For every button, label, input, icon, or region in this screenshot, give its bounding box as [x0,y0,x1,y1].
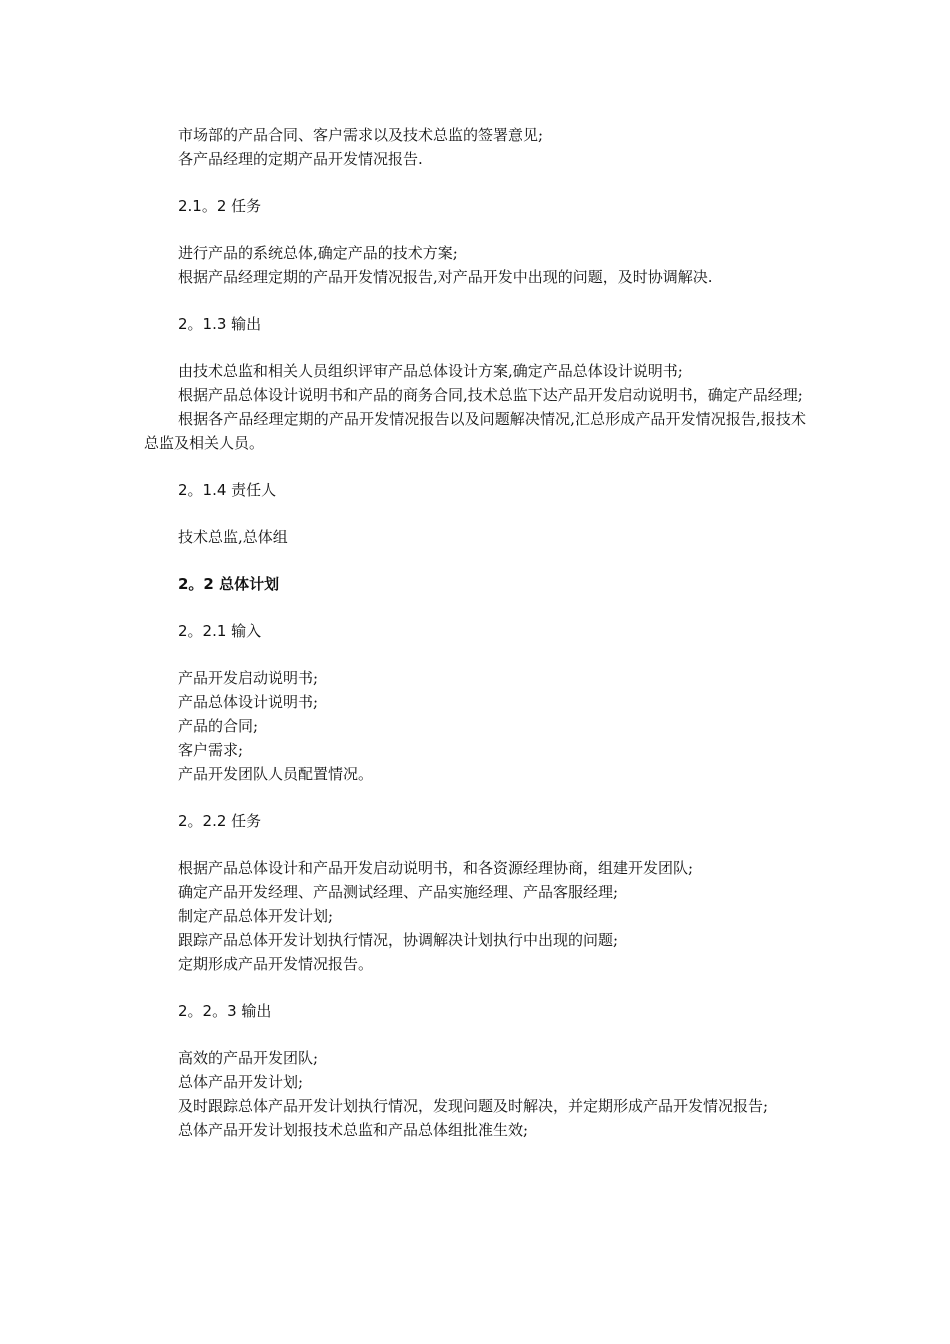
paragraph: 各产品经理的定期产品开发情况报告. [178,150,423,168]
list-item: 总体产品开发计划报技术总监和产品总体组批准生效; [178,1121,529,1139]
list-item: 总体产品开发计划; [178,1073,304,1091]
paragraph: 根据产品总体设计说明书和产品的商务合同,技术总监下达产品开发启动说明书，确定产品经理; [178,386,803,404]
paragraph: 技术总监,总体组 [178,528,288,546]
paragraph: 由技术总监和相关人员组织评审产品总体设计方案,确定产品总体设计说明书; [178,362,683,380]
section-heading-2-2-1: 2。2.1 输入 [178,622,262,640]
list-item: 客户需求; [178,741,244,759]
section-heading-2-1-4: 2。1.4 责任人 [178,481,277,499]
list-item: 跟踪产品总体开发计划执行情况，协调解决计划执行中出现的问题; [178,931,619,949]
list-item: 及时跟踪总体产品开发计划执行情况，发现问题及时解决，并定期形成产品开发情况报告; [178,1097,769,1115]
list-item: 制定产品总体开发计划; [178,907,334,925]
paragraph: 进行产品的系统总体,确定产品的技术方案; [178,244,458,262]
section-heading-2-1-3: 2。1.3 输出 [178,315,262,333]
paragraph: 根据产品经理定期的产品开发情况报告,对产品开发中出现的问题，及时协调解决. [178,268,713,286]
list-item: 产品的合同; [178,717,259,735]
paragraph: 市场部的产品合同、客户需求以及技术总监的签署意见; [178,126,544,144]
section-heading-2-1-2: 2.1。2 任务 [178,197,262,215]
section-heading-2-2-2: 2。2.2 任务 [178,812,262,830]
list-item: 产品开发团队人员配置情况。 [178,765,374,783]
list-item: 产品开发启动说明书; [178,669,319,687]
list-item: 根据产品总体设计和产品开发启动说明书，和各资源经理协商，组建开发团队; [178,859,694,877]
document-page [144,123,806,1142]
list-item: 确定产品开发经理、产品测试经理、产品实施经理、产品客服经理; [178,883,619,901]
list-item: 高效的产品开发团队; [178,1049,319,1067]
list-item: 定期形成产品开发情况报告。 [178,955,374,973]
section-heading-2-2: 2。2 总体计划 [178,575,280,593]
paragraph: 根据各产品经理定期的产品开发情况报告以及问题解决情况,汇总形成产品开发情况报告,报技术总监及相关人员。 [144,410,806,452]
section-heading-2-2-3: 2。2。3 输出 [178,1002,272,1020]
list-item: 产品总体设计说明书; [178,693,319,711]
